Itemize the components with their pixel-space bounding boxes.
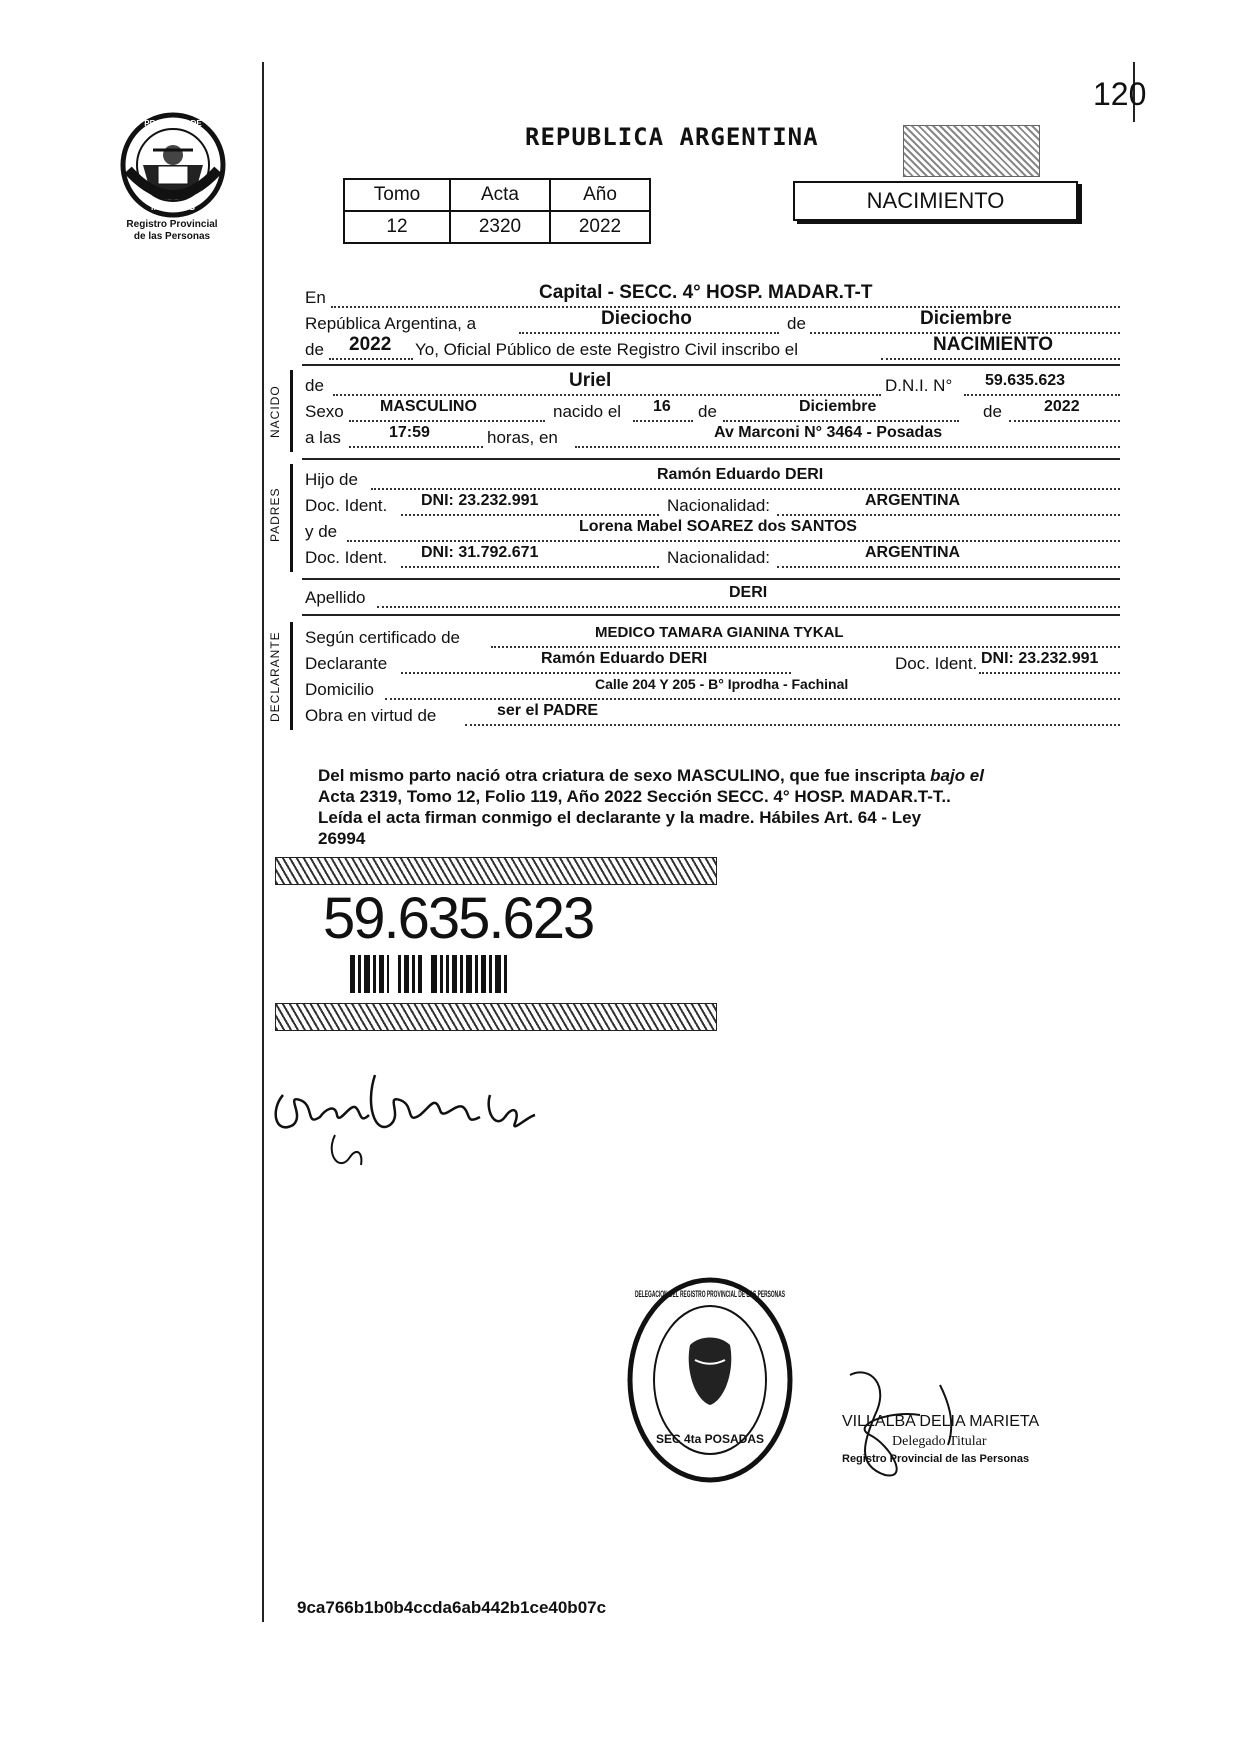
section-bracket-padres	[290, 464, 293, 572]
note-part1: Del mismo parto nació otra criatura de sexo MASCULINO, que fue inscripta	[318, 766, 931, 785]
acta-type-box: NACIMIENTO	[793, 181, 1078, 221]
label-certificado: Según certificado de	[305, 628, 460, 647]
security-band-bottom	[275, 1003, 717, 1031]
dni-large-number: 59.635.623	[323, 886, 594, 951]
row-y-de	[305, 518, 1120, 542]
label-a-las: a las	[305, 428, 341, 447]
official-org: Registro Provincial de las Personas	[842, 1453, 1030, 1465]
label-de2: de	[305, 340, 324, 359]
value-hora: 17:59	[389, 424, 430, 441]
label-nacido-el: nacido el	[553, 402, 622, 421]
label-doc-ident: Doc. Ident.	[305, 548, 388, 567]
row-en	[305, 284, 1120, 308]
section-divider	[302, 578, 1120, 580]
value-en: Capital - SECC. 4° HOSP. MADAR.T-T	[539, 282, 873, 303]
registry-value-acta: 2320	[450, 211, 550, 243]
value-inscripcion: NACIMIENTO	[933, 334, 1053, 355]
label-nacionalidad: Nacionalidad:	[667, 496, 771, 515]
birth-note	[318, 765, 1118, 849]
margin-line	[262, 62, 264, 1622]
row-obra	[305, 702, 1120, 726]
seal-bottom-text: MISIONES	[150, 202, 196, 212]
label-dni: D.N.I. N°	[885, 376, 953, 395]
seal-ring-text: DELEGACION DEL REGISTRO PROVINCIAL DE LAS PERSONAS	[635, 1289, 785, 1299]
row-domicilio	[305, 676, 1120, 700]
logo-caption	[102, 219, 242, 243]
section-label-nacido: NACIDO	[268, 385, 282, 438]
registry-table	[343, 178, 651, 244]
logo-caption-line2: de las Personas	[133, 231, 211, 242]
row-padre-doc	[305, 492, 1120, 516]
registry-value-tomo: 12	[344, 211, 450, 243]
section-bracket-nacido	[290, 370, 293, 452]
row-madre-doc	[305, 544, 1120, 568]
row-nacido-hora	[305, 424, 1120, 448]
value-obra: ser el PADRE	[497, 702, 599, 719]
value-apellido: DERI	[729, 584, 768, 601]
document-hash: 9ca766b1b0b4ccda6ab442b1ce40b07c	[297, 1598, 607, 1617]
security-band-top	[275, 857, 717, 885]
row-oficial	[305, 336, 1120, 360]
logo-caption-line1: Registro Provincial	[126, 219, 218, 230]
label-declarante: Declarante	[305, 654, 388, 673]
value-lugar: Av Marconi N° 3464 - Posadas	[714, 424, 943, 441]
label-republica: República Argentina, a	[305, 314, 477, 333]
value-anio-nacido: 2022	[1044, 398, 1080, 415]
note-part4: 26994	[318, 829, 366, 848]
value-sexo: MASCULINO	[380, 398, 477, 415]
security-stamp	[903, 125, 1040, 177]
label-de: de	[698, 402, 717, 421]
section-divider	[302, 458, 1120, 460]
value-domicilio: Calle 204 Y 205 - B° Iprodha - Fachinal	[595, 676, 849, 692]
seal-inner-text: SEC 4ta POSADAS	[655, 1432, 765, 1446]
registry-header-anio: Año	[550, 179, 650, 211]
value-madre-doc: DNI: 31.792.671	[421, 544, 539, 561]
label-oficial: Yo, Oficial Público de este Registro Civil inscribo el	[415, 340, 798, 359]
value-mes: Diciembre	[920, 308, 1012, 329]
row-apellido	[305, 584, 1120, 608]
official-name: VILLALBA DELIA MARIETA	[842, 1413, 1040, 1430]
section-label-declarante: DECLARANTE	[268, 631, 282, 722]
row-hijo-de	[305, 466, 1120, 490]
value-padre-nac: ARGENTINA	[865, 492, 961, 509]
note-part2: Acta 2319, Tomo 12, Folio 119, Año 2022 Sección SECC. 4° HOSP. MADAR.T-T..	[318, 787, 951, 806]
value-dni: 59.635.623	[985, 372, 1066, 389]
page-number: 120	[1093, 76, 1147, 112]
misiones-seal-logo	[118, 110, 228, 220]
dni-barcode	[350, 955, 590, 993]
label-de: de	[787, 314, 806, 333]
row-nacido-nombre	[305, 372, 1120, 396]
value-nombre: Uriel	[569, 370, 612, 391]
official-title: Delegado Titular	[892, 1434, 987, 1449]
registry-seal-stamp	[625, 1275, 795, 1485]
label-sexo: Sexo	[305, 402, 344, 421]
label-de: de	[983, 402, 1002, 421]
value-padre: Ramón Eduardo DERI	[657, 466, 824, 483]
section-divider	[302, 614, 1120, 616]
note-italic: bajo el	[930, 766, 984, 785]
label-domicilio: Domicilio	[305, 680, 374, 699]
value-declarante-doc: DNI: 23.232.991	[981, 650, 1099, 667]
value-madre-nac: ARGENTINA	[865, 544, 961, 561]
value-dia-nacido: 16	[653, 398, 671, 415]
row-certificado	[305, 624, 1120, 648]
label-apellido: Apellido	[305, 588, 366, 607]
section-divider	[302, 364, 1120, 366]
label-doc-ident: Doc. Ident.	[895, 654, 978, 673]
official-signature-block	[830, 1355, 1130, 1495]
label-obra: Obra en virtud de	[305, 706, 437, 725]
value-certificado: MEDICO TAMARA GIANINA TYKAL	[595, 624, 844, 641]
registry-header-tomo: Tomo	[344, 179, 450, 211]
value-dia: Dieciocho	[601, 308, 692, 329]
label-hijo-de: Hijo de	[305, 470, 358, 489]
label-nacionalidad: Nacionalidad:	[667, 548, 771, 567]
value-padre-doc: DNI: 23.232.991	[421, 492, 539, 509]
value-mes-nacido: Diciembre	[799, 398, 877, 415]
label-en: En	[305, 288, 326, 307]
label-doc-ident: Doc. Ident.	[305, 496, 388, 515]
value-declarante: Ramón Eduardo DERI	[541, 650, 708, 667]
section-bracket-declarante	[290, 622, 293, 730]
label-de: de	[305, 376, 324, 395]
label-horas-en: horas, en	[487, 428, 558, 447]
declarant-signature	[265, 1055, 575, 1180]
doc-title: REPUBLICA ARGENTINA	[525, 123, 819, 151]
row-republica	[305, 310, 1120, 334]
section-label-padres: PADRES	[268, 487, 282, 542]
registry-value-anio: 2022	[550, 211, 650, 243]
value-anio: 2022	[349, 334, 392, 355]
row-nacido-sexo	[305, 398, 1120, 422]
value-madre: Lorena Mabel SOAREZ dos SANTOS	[579, 518, 857, 535]
label-y-de: y de	[305, 522, 338, 541]
note-part3: Leída el acta firman conmigo el declarante y la madre. Hábiles Art. 64 - Ley	[318, 808, 922, 827]
row-declarante	[305, 650, 1120, 674]
seal-top-text: PROVINCIA DE	[144, 119, 202, 128]
registry-header-acta: Acta	[450, 179, 550, 211]
